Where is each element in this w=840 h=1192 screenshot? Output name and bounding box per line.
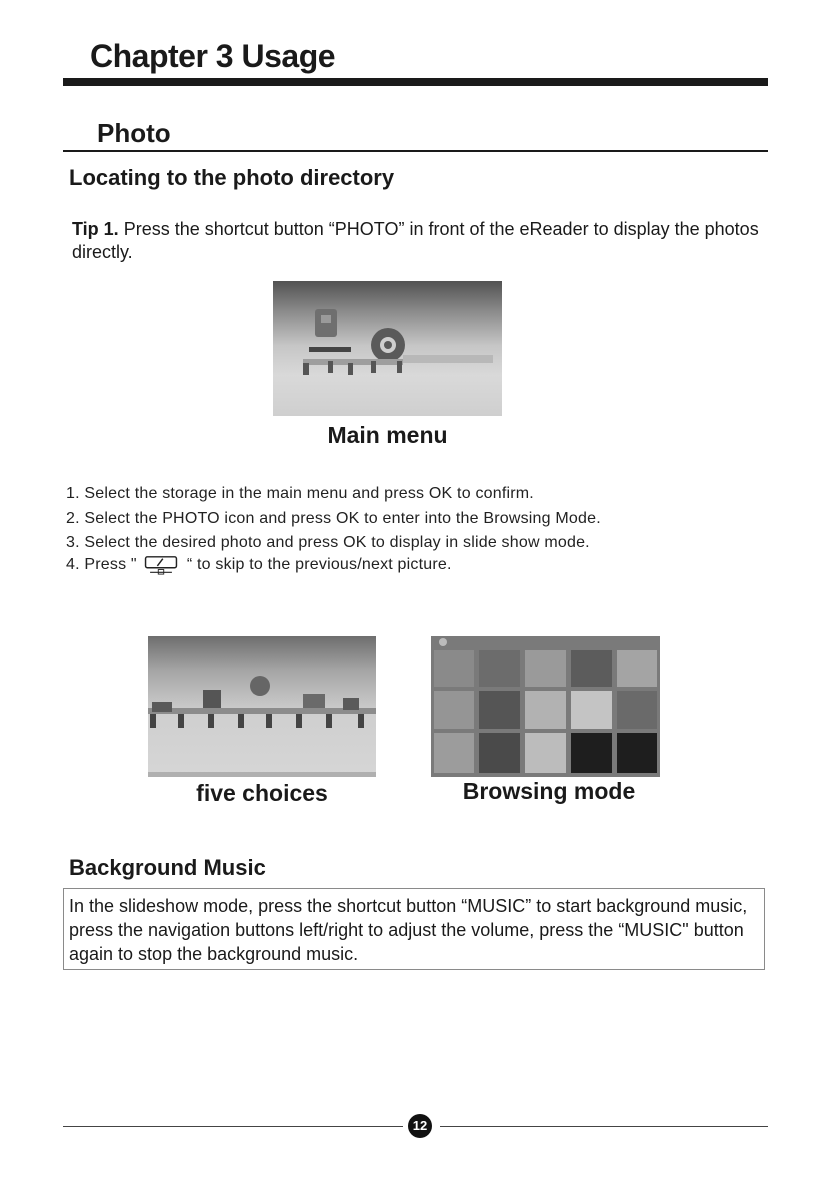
tip-paragraph: [72, 218, 762, 264]
chapter-title: Chapter 3 Usage: [90, 38, 336, 74]
step-item: 3. Select the desired photo and press OK to display in slide show mode.: [66, 534, 590, 551]
main-menu-screenshot: [273, 281, 502, 416]
browsing-mode-caption: Browsing mode: [462, 778, 636, 804]
background-music-text: In the slideshow mode, press the shortcut button “MUSIC” to start background music, press the navigation buttons left/right to adjust the volume, press the “MUSIC" button again to stop the background music.: [69, 896, 748, 964]
photo-folder-icon: [152, 702, 172, 712]
section-divider: [63, 150, 768, 152]
footer-divider: [440, 1126, 768, 1127]
five-choices-screenshot: [148, 636, 376, 777]
chapter-divider: [63, 78, 768, 86]
page-number-badge: 12: [408, 1114, 432, 1138]
thumbnail: [525, 650, 566, 687]
background-music-title: Background Music: [69, 855, 266, 880]
thumbnail: [434, 733, 474, 773]
step-item: 2. Select the PHOTO icon and press OK to enter into the Browsing Mode.: [66, 509, 601, 527]
instruction-steps: [66, 482, 766, 556]
main-menu-illustration: [273, 281, 502, 416]
footer-divider: [63, 1126, 403, 1127]
five-choices-illustration: [148, 636, 376, 777]
menu-highlight-bar: [309, 347, 351, 352]
ebook-icon: [250, 676, 270, 696]
prev-next-key-icon: [141, 555, 181, 575]
thumbnail: [571, 650, 612, 687]
music-icon: [203, 690, 221, 708]
main-menu-caption: Main menu: [327, 422, 448, 448]
thumbnail: [479, 733, 520, 773]
section-title: Photo: [97, 118, 171, 148]
thumbnail: [617, 650, 657, 687]
thumbnail: [479, 650, 520, 687]
subsection-title: Locating to the photo directory: [69, 165, 395, 190]
tip-body: Press the shortcut button “PHOTO” in front of the eReader to display the photos directly.: [72, 219, 759, 262]
thumbnail: [525, 733, 566, 773]
thumbnail: [617, 733, 657, 773]
browsing-mode-screenshot: [431, 636, 660, 777]
thumbnail: [434, 691, 474, 729]
thumbnail: [571, 733, 612, 773]
step-item: [66, 555, 452, 575]
thumbnail: [525, 691, 566, 729]
thumbnail: [434, 650, 474, 687]
thumbnail: [571, 691, 612, 729]
tip-label: Tip 1.: [72, 219, 119, 239]
thumbnail-grid: [431, 636, 660, 777]
step-item: 1. Select the storage in the main menu and press OK to confirm.: [66, 485, 534, 502]
step4-prefix: 4. Press ": [66, 556, 137, 574]
thumbnail: [617, 691, 657, 729]
video-icon: [303, 694, 325, 708]
five-choices-caption: five choices: [196, 780, 328, 806]
thumbnail: [479, 691, 520, 729]
step4-suffix: “ to skip to the previous/next picture.: [186, 556, 452, 574]
settings-icon: [343, 698, 359, 710]
